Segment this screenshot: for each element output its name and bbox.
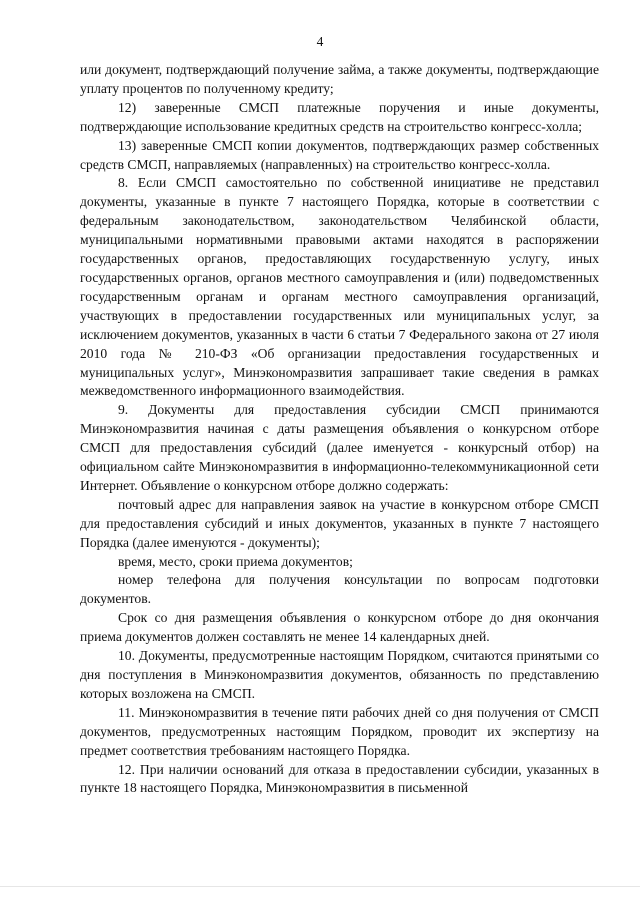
scan-edge-line xyxy=(0,886,640,887)
paragraph-10: 10. Документы, предусмотренные настоящим Порядком, считаются принятыми со дня поступления в Минэкономразвития документов, обязанность по представлению которых возложена на СМСП. xyxy=(80,648,599,701)
paragraph-5: 9. Документы для предоставления субсидии СМСП принимаются Минэкономразвития начиная с даты размещения объявления о конкурсном отборе СМСП для предоставления субсидий (далее именуется - конкурсный отбор) на официальном сайте Минэкономразвития в информационно-телекоммуникационной сети Интернет. Объявление о конкурсном отборе должно содержать: xyxy=(80,402,599,493)
paragraph-3: 13) заверенные СМСП копии документов, подтверждающих размер собственных средств СМСП, направляемых (направленных) на строительство конгресс-холла. xyxy=(80,137,599,172)
paragraph-4: 8. Если СМСП самостоятельно по собственной инициативе не представил документы, указанные в пункте 7 настоящего Порядка, которые в соответствии с федеральным законодательством, законодательством Челябинской области, муниципальными нормативными правовыми актами находятся в распоряжении государственных органов, предоставляющих государственную услугу, иных государственных органов, органов местного самоуправления и (или) подведомственных государственным органам и органам местного самоуправления организаций, участвующих в предоставлении государственных или муниципальных услуг, за исключением документов, указанных в части 6 статьи 7 Федерального закона от 27 июля 2010 года № 210-ФЗ «Об организации предоставления государственных и муниципальных услуг», Минэкономразвития запрашивает такие сведения в рамках межведомственного информационного взаимодействия. xyxy=(80,175,599,399)
paragraph-7: время, место, сроки приема документов; xyxy=(118,553,353,569)
page-number: 4 xyxy=(316,34,324,49)
paragraph-11: 11. Минэкономразвития в течение пяти рабочих дней со дня получения от СМСП документов, предусмотренных настоящим Порядком, проводит их экспертизу на предмет соответствия требованиям настоящего Порядка. xyxy=(80,704,599,758)
document-body xyxy=(80,61,599,798)
paragraph-2: 12) заверенные СМСП платежные поручения и иные документы, подтверждающие использование кредитных средств на строительство конгресс-холла; xyxy=(80,99,599,134)
paragraph-9: Срок со дня размещения объявления о конкурсном отборе до дня окончания приема документов должен составлять не менее 14 календарных дней. xyxy=(80,610,599,645)
paragraph-6: почтовый адрес для направления заявок на участие в конкурсном отборе СМСП для предоставления субсидий и иных документов, указанных в пункте 7 настоящего Порядка (далее именуются - документы); xyxy=(80,496,599,550)
paragraph-1: или документ, подтверждающий получение займа, а также документы, подтверждающие уплату процентов по полученному кредиту; xyxy=(80,62,599,96)
paragraph-8: номер телефона для получения консультации по вопросам подготовки документов. xyxy=(80,572,599,607)
paragraph-12: 12. При наличии оснований для отказа в предоставлении субсидии, указанных в пункте 18 настоящего Порядка, Минэкономразвития в письменной xyxy=(80,761,599,796)
